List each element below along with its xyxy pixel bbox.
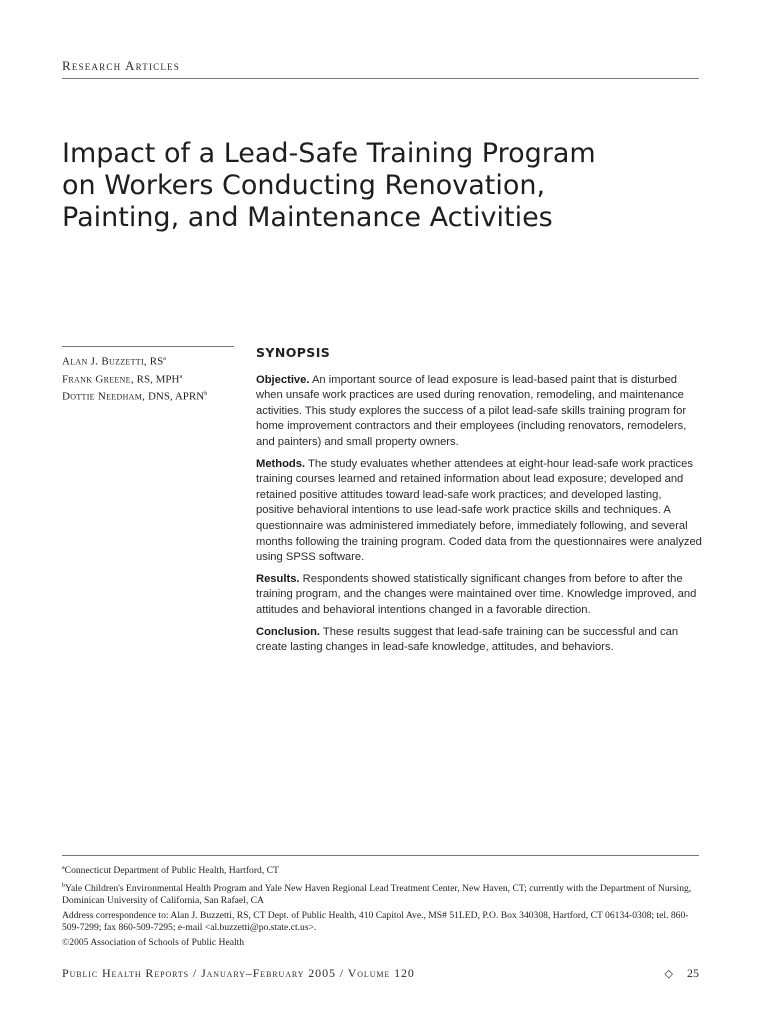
- author-1-name: Alan J. Buzzetti,: [62, 355, 147, 368]
- conclusion-label: Conclusion.: [256, 625, 321, 638]
- title-line-3: Painting, and Maintenance Activities: [62, 202, 553, 233]
- synopsis-objective: [256, 373, 702, 451]
- footnotes: [62, 862, 702, 952]
- title-line-2: on Workers Conducting Renovation,: [62, 170, 546, 201]
- objective-label: Objective.: [256, 373, 310, 386]
- objective-text: An important source of lead exposure is lead-based paint that is disturbed when unsafe work practices are used during renovation, remodeling, and maintenance activities. This study explores the success of a pilot lead-safe skills training program for home improvement contractors and their employees (including renovators, remodelers, and painters) and small property owners.: [256, 373, 687, 448]
- author-1-credentials: RS: [146, 355, 164, 368]
- header-rule: [62, 78, 699, 79]
- synopsis: [256, 345, 702, 662]
- footnote-b-mark: b: [62, 883, 65, 890]
- synopsis-heading: SYNOPSIS: [256, 345, 331, 360]
- results-label: Results.: [256, 572, 300, 585]
- author-3-name: Dottie Needham,: [62, 390, 146, 403]
- footnote-a: [62, 862, 702, 877]
- author-3: [62, 387, 252, 405]
- results-text: Respondents showed statistically significant changes from before to after the training program, and the changes were maintained over time. Knowledge improved, and attitudes and behavioral intentions changed in a favorable direction.: [256, 572, 697, 616]
- author-2-name: Frank Greene,: [62, 373, 134, 386]
- author-3-credentials: DNS, APRN: [145, 390, 205, 403]
- article-title: [62, 138, 702, 234]
- author-2-credentials: RS, MPH: [133, 373, 180, 386]
- page-number-block: [665, 966, 699, 981]
- methods-label: Methods.: [256, 457, 306, 470]
- methods-text: The study evaluates whether attendees at eight-hour lead-safe work practices training courses learned and retained information about lead exposure; developed and retained positive attitudes toward lead-safe work practices; and developed lasting, positive behavioral intentions to use lead-safe work practice skills and techniques. A questionnaire was administered immediately before, immediately following, and several months following the training program. Coded data from the questionnaires were analyzed using SPSS software.: [256, 457, 702, 564]
- author-1-affiliation: a: [163, 356, 166, 362]
- page-number: 25: [687, 966, 699, 980]
- author-1: [62, 352, 252, 370]
- footnote-a-mark: a: [62, 865, 65, 871]
- synopsis-conclusion: [256, 625, 702, 656]
- synopsis-methods: [256, 457, 702, 566]
- footnote-a-text: Connecticut Department of Public Health, Hartford, CT: [64, 865, 279, 877]
- author-3-affiliation: b: [204, 391, 208, 398]
- synopsis-results: [256, 572, 702, 619]
- footnote-rule: [62, 855, 699, 856]
- section-label: Research Articles: [62, 58, 180, 73]
- footnote-b-text: Yale Children's Environmental Health Program and Yale New Haven Regional Lead Treatment Center, New Haven, CT; currently with the Department of Nursing, Dominican University of California, San Rafael, CA: [62, 883, 692, 907]
- copyright-notice: ©2005 Association of Schools of Public Health: [62, 937, 245, 949]
- author-2: [62, 370, 252, 388]
- conclusion-text: These results suggest that lead-safe training can be successful and can create lasting changes in lead-safe knowledge, attitudes, and behaviors.: [256, 625, 679, 654]
- author-2-affiliation: a: [179, 373, 183, 380]
- title-line-1: Impact of a Lead-Safe Training Program: [62, 138, 596, 169]
- diamond-icon: ◇: [664, 967, 673, 980]
- footnote-b: [62, 880, 702, 907]
- running-footer: Public Health Reports / January–February 2005 / Volume 120: [62, 966, 415, 980]
- authors-rule: [62, 346, 234, 347]
- author-list: [62, 352, 252, 405]
- correspondence-address: Address correspondence to: Alan J. Buzzetti, RS, CT Dept. of Public Health, 410 Capitol Ave., MS# 51LED, P.O. Box 340308, Hartford, CT 06134-0308; tel. 860-509-7299; fax 860-509-7295; e-mail <al.buzzetti@po.state.ct.us>.: [62, 910, 689, 934]
